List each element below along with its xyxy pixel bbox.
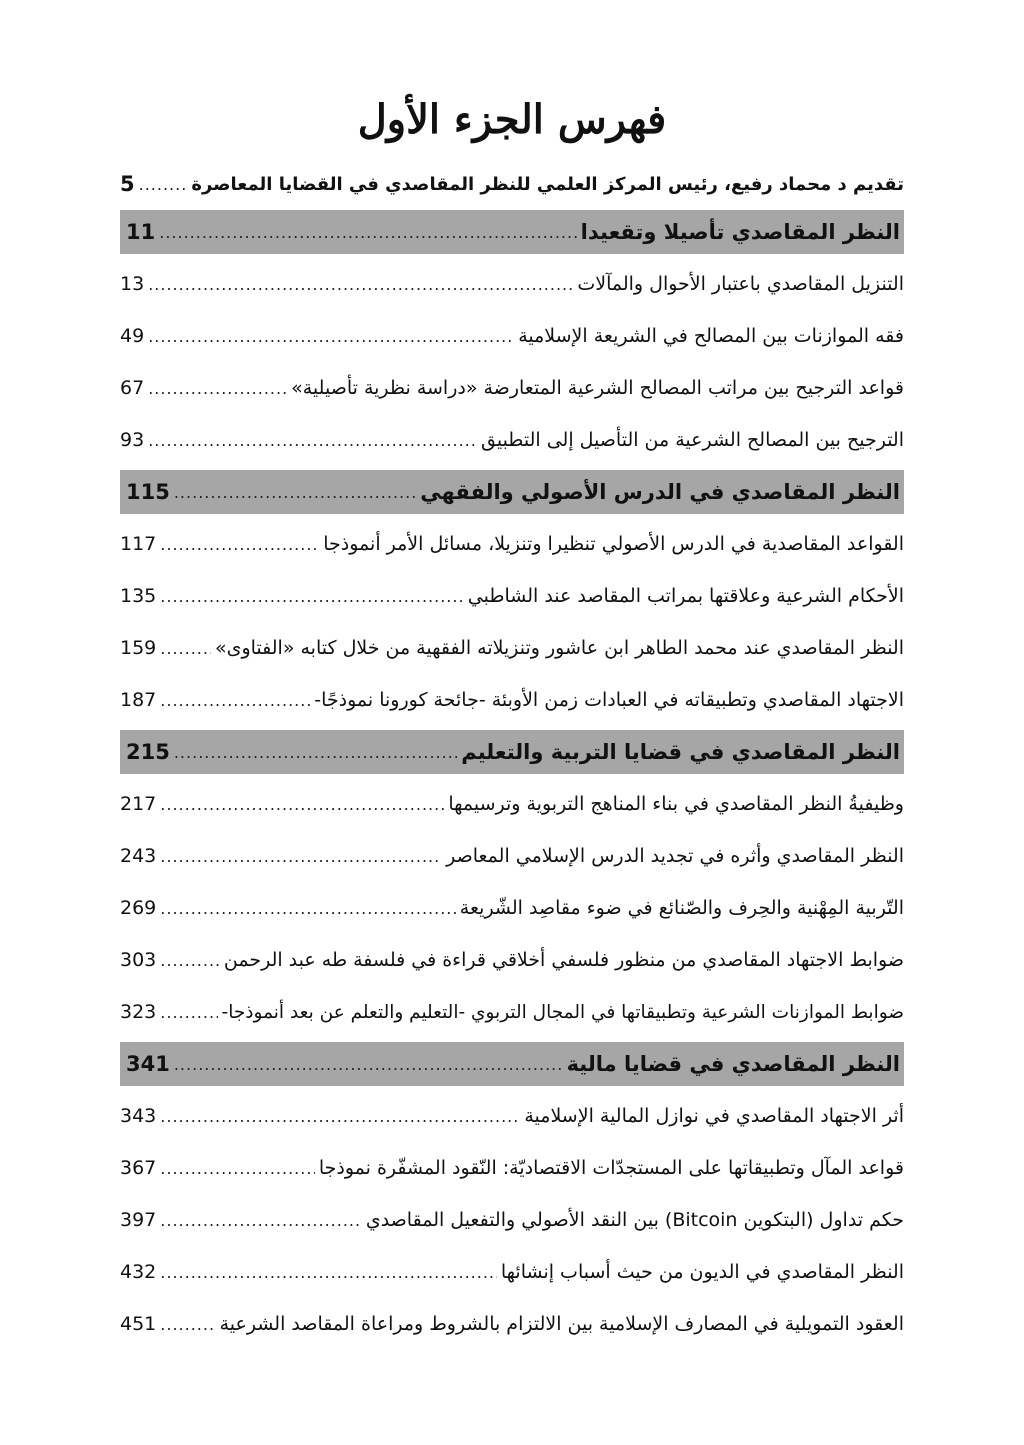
leader-dots xyxy=(148,431,477,450)
toc-entry-page: 217 xyxy=(120,793,157,815)
leader-dots xyxy=(160,1211,362,1230)
toc-entry-page: 135 xyxy=(120,585,157,607)
leader-dots xyxy=(160,847,442,866)
toc-entry-text: الاجتهاد المقاصدي وتطبيقاته في العبادات زمن الأوبئة -جائحة كورونا نموذجًا- xyxy=(314,689,904,711)
toc-entry-page: 451 xyxy=(120,1313,157,1335)
leader-dots xyxy=(139,175,188,194)
leader-dots xyxy=(160,1107,520,1126)
toc-entry-page: 269 xyxy=(120,897,157,919)
leader-dots xyxy=(160,535,319,554)
leader-dots xyxy=(160,1159,315,1178)
toc-entry-text: التنزيل المقاصدي باعتبار الأحوال والمآلات xyxy=(577,273,904,295)
toc-entry-text: التّربية المِهْنية والحِرف والصّنائع في ضوء مقاصِد الشّريعة xyxy=(459,897,904,919)
toc-entry-page: 49 xyxy=(120,325,145,347)
toc-entry-row[interactable] xyxy=(120,934,904,986)
toc-intro-row[interactable] xyxy=(120,164,904,204)
table-of-contents xyxy=(120,164,904,1350)
toc-entry-page: 67 xyxy=(120,377,145,399)
page-title: فهرس الجزء الأول xyxy=(357,96,667,143)
toc-entry-page: 5 xyxy=(120,172,135,196)
section-title: النظر المقاصدي في الدرس الأصولي والفقهي xyxy=(420,480,900,504)
toc-entry-text: قواعد الترجيح بين مراتب المصالح الشرعية المتعارضة «دراسة نظرية تأصيلية» xyxy=(291,377,904,399)
toc-entry-text: النظر المقاصدي عند محمد الطاهر ابن عاشور وتنزيلاته الفقهية من خلال كتابه «الفتاوى» xyxy=(214,637,904,659)
section-title: النظر المقاصدي في قضايا مالية xyxy=(566,1052,900,1076)
toc-entry-text: أثر الاجتهاد المقاصدي في نوازل المالية الإسلامية xyxy=(524,1105,904,1127)
section-page: 215 xyxy=(126,740,170,764)
toc-entry-row[interactable] xyxy=(120,1298,904,1350)
section-page: 341 xyxy=(126,1052,170,1076)
toc-section-header[interactable] xyxy=(120,1042,904,1086)
toc-entry-row[interactable] xyxy=(120,1194,904,1246)
toc-entry-row[interactable] xyxy=(120,830,904,882)
section-page: 11 xyxy=(126,220,156,244)
toc-entry-text: وظيفيةُ النظر المقاصدي في بناء المناهج التربوية وترسيمها xyxy=(448,793,904,815)
leader-dots xyxy=(160,691,310,710)
toc-entry-page: 159 xyxy=(120,637,157,659)
toc-entry-page: 93 xyxy=(120,429,145,451)
section-page: 115 xyxy=(126,480,170,504)
toc-entry-text: الترجيح بين المصالح الشرعية من التأصيل إلى التطبيق xyxy=(480,429,904,451)
leader-dots xyxy=(148,327,514,346)
toc-entry-row[interactable] xyxy=(120,778,904,830)
toc-entry-row[interactable] xyxy=(120,674,904,726)
toc-entry-row[interactable] xyxy=(120,1142,904,1194)
toc-entry-text: تقديم د محماد رفيع، رئيس المركز العلمي للنظر المقاصدي في القضايا المعاصرة xyxy=(191,173,904,195)
toc-entry-row[interactable] xyxy=(120,570,904,622)
toc-entry-text: النظر المقاصدي في الديون من حيث أسباب إنشائها xyxy=(500,1261,904,1283)
toc-entry-text: العقود التمويلية في المصارف الإسلامية بين الالتزام بالشروط ومراعاة المقاصد الشرعية xyxy=(219,1313,904,1335)
leader-dots xyxy=(160,1263,497,1282)
leader-dots xyxy=(174,483,416,502)
toc-entry-row[interactable] xyxy=(120,362,904,414)
toc-entry-page: 243 xyxy=(120,845,157,867)
leader-dots xyxy=(160,587,464,606)
toc-entry-row[interactable] xyxy=(120,518,904,570)
toc-section-header[interactable] xyxy=(120,470,904,514)
leader-dots xyxy=(160,899,456,918)
toc-entry-page: 13 xyxy=(120,273,145,295)
toc-entry-text: الأحكام الشرعية وعلاقتها بمراتب المقاصد عند الشاطبي xyxy=(467,585,904,607)
toc-entry-text: النظر المقاصدي وأثره في تجديد الدرس الإسلامي المعاصر xyxy=(446,845,904,867)
toc-entry-row[interactable] xyxy=(120,1246,904,1298)
leader-dots xyxy=(160,1315,215,1334)
toc-entry-page: 432 xyxy=(120,1261,157,1283)
toc-entry-row[interactable] xyxy=(120,622,904,674)
toc-entry-row[interactable] xyxy=(120,882,904,934)
leader-dots xyxy=(174,1055,563,1074)
toc-entry-page: 397 xyxy=(120,1209,157,1231)
toc-section-header[interactable] xyxy=(120,210,904,254)
toc-entry-page: 323 xyxy=(120,1001,157,1023)
toc-entry-text: فقه الموازنات بين المصالح في الشريعة الإسلامية xyxy=(518,325,904,347)
section-title: النظر المقاصدي تأصيلا وتقعيدا xyxy=(580,220,900,244)
leader-dots xyxy=(160,951,220,970)
leader-dots xyxy=(174,743,457,762)
toc-entry-page: 187 xyxy=(120,689,157,711)
section-title: النظر المقاصدي في قضايا التربية والتعليم xyxy=(461,740,900,764)
toc-section-header[interactable] xyxy=(120,730,904,774)
toc-entry-page: 303 xyxy=(120,949,157,971)
toc-entry-page: 117 xyxy=(120,533,157,555)
toc-entry-text: القواعد المقاصدية في الدرس الأصولي تنظيرا وتنزيلا، مسائل الأمر أنموذجا xyxy=(323,533,904,555)
toc-entry-row[interactable] xyxy=(120,1090,904,1142)
toc-entry-row[interactable] xyxy=(120,258,904,310)
toc-entry-text: حكم تداول (البتكوين Bitcoin) بين النقد الأصولي والتفعيل المقاصدي xyxy=(365,1209,904,1231)
leader-dots xyxy=(160,1003,217,1022)
toc-entry-row[interactable] xyxy=(120,986,904,1038)
toc-entry-text: ضوابط الاجتهاد المقاصدي من منظور فلسفي أخلاقي قراءة في فلسفة طه عبد الرحمن xyxy=(223,949,904,971)
toc-entry-row[interactable] xyxy=(120,414,904,466)
toc-entry-row[interactable] xyxy=(120,310,904,362)
toc-entry-text: ضوابط الموازنات الشرعية وتطبيقاتها في المجال التربوي -التعليم والتعلم عن بعد أنموذجا- xyxy=(221,1001,904,1023)
leader-dots xyxy=(160,795,444,814)
leader-dots xyxy=(160,639,211,658)
leader-dots xyxy=(148,379,287,398)
leader-dots xyxy=(148,275,573,294)
toc-entry-page: 343 xyxy=(120,1105,157,1127)
leader-dots xyxy=(159,223,576,242)
toc-entry-text: قواعد المآل وتطبيقاتها على المستجدّات الاقتصاديّة: النّقود المشفّرة نموذجا xyxy=(318,1157,904,1179)
toc-entry-page: 367 xyxy=(120,1157,157,1179)
